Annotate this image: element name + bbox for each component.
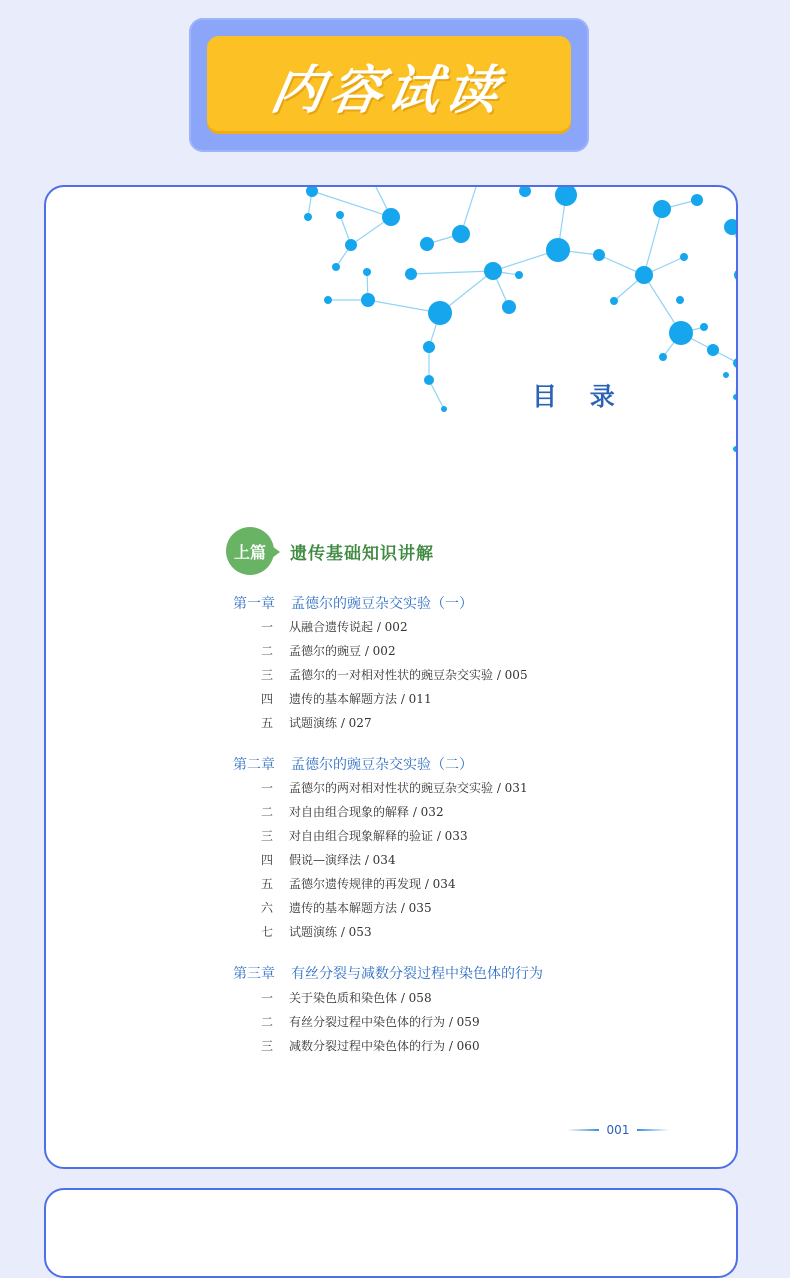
chapter-heading bbox=[233, 593, 473, 613]
chapter-number: 第二章 bbox=[233, 757, 275, 773]
toc-entry bbox=[261, 642, 396, 659]
toc-entry bbox=[261, 779, 528, 796]
entry-number: 五 bbox=[261, 716, 274, 730]
entry-text: 对自由组合现象的解释 / 032 bbox=[289, 805, 444, 819]
entry-number: 七 bbox=[261, 925, 274, 939]
part-title: 遗传基础知识讲解 bbox=[290, 544, 434, 564]
toc-entry bbox=[261, 989, 432, 1006]
entry-text: 试题演练 / 053 bbox=[289, 925, 372, 939]
entry-number: 二 bbox=[261, 1015, 274, 1029]
entry-text: 减数分裂过程中染色体的行为 / 060 bbox=[289, 1039, 480, 1053]
banner-plate bbox=[207, 36, 571, 134]
toc-entry bbox=[261, 714, 372, 731]
entry-number: 二 bbox=[261, 644, 274, 658]
page-number-line-left bbox=[567, 1129, 599, 1131]
entry-number: 四 bbox=[261, 853, 274, 867]
entry-number: 三 bbox=[261, 668, 274, 682]
entry-number: 一 bbox=[261, 781, 274, 795]
toc-entry bbox=[261, 666, 528, 683]
entry-number: 一 bbox=[261, 991, 274, 1005]
entry-text: 遗传的基本解题方法 / 011 bbox=[289, 692, 432, 706]
chapter-heading bbox=[233, 754, 473, 774]
toc-title: 目 录 bbox=[532, 382, 627, 411]
toc-entry bbox=[261, 851, 396, 868]
toc-entry bbox=[261, 827, 468, 844]
entry-number: 一 bbox=[261, 620, 274, 634]
chapter-title: 孟德尔的豌豆杂交实验（一） bbox=[291, 596, 473, 612]
part-badge: 上篇 bbox=[226, 527, 274, 575]
entry-text: 孟德尔遗传规律的再发现 / 034 bbox=[289, 877, 456, 891]
entry-text: 关于染色质和染色体 / 058 bbox=[289, 991, 432, 1005]
entry-text: 遗传的基本解题方法 / 035 bbox=[289, 901, 432, 915]
chapter-number: 第三章 bbox=[233, 966, 275, 982]
page-number-line-right bbox=[637, 1129, 669, 1131]
entry-number: 四 bbox=[261, 692, 274, 706]
banner bbox=[189, 18, 589, 152]
entry-number: 三 bbox=[261, 829, 274, 843]
entry-text: 从融合遗传说起 / 002 bbox=[289, 620, 408, 634]
toc-entry bbox=[261, 1037, 480, 1054]
toc-entry bbox=[261, 618, 408, 635]
molecule-network-icon bbox=[46, 187, 738, 467]
chapter-heading bbox=[233, 963, 543, 983]
page-number bbox=[563, 1122, 673, 1138]
entry-text: 假说—演绎法 / 034 bbox=[289, 853, 396, 867]
part-arrow-icon bbox=[272, 546, 280, 558]
entry-number: 五 bbox=[261, 877, 274, 891]
entry-number: 六 bbox=[261, 901, 274, 915]
entry-text: 试题演练 / 027 bbox=[289, 716, 372, 730]
toc-entry bbox=[261, 803, 444, 820]
toc-entry bbox=[261, 1013, 480, 1030]
toc-entry bbox=[261, 899, 432, 916]
next-book-page bbox=[44, 1188, 738, 1278]
book-page bbox=[44, 185, 738, 1169]
chapter-title: 有丝分裂与减数分裂过程中染色体的行为 bbox=[291, 966, 543, 982]
entry-number: 二 bbox=[261, 805, 274, 819]
entry-text: 有丝分裂过程中染色体的行为 / 059 bbox=[289, 1015, 480, 1029]
entry-text: 对自由组合现象解释的验证 / 033 bbox=[289, 829, 468, 843]
chapter-title: 孟德尔的豌豆杂交实验（二） bbox=[291, 757, 473, 773]
entry-number: 三 bbox=[261, 1039, 274, 1053]
page-number-text: 001 bbox=[606, 1123, 630, 1137]
toc-entry bbox=[261, 690, 432, 707]
entry-text: 孟德尔的两对相对性状的豌豆杂交实验 / 031 bbox=[289, 781, 528, 795]
toc-entry bbox=[261, 875, 456, 892]
entry-text: 孟德尔的一对相对性状的豌豆杂交实验 / 005 bbox=[289, 668, 528, 682]
chapter-number: 第一章 bbox=[233, 596, 275, 612]
entry-text: 孟德尔的豌豆 / 002 bbox=[289, 644, 396, 658]
banner-title: 内容试读 bbox=[266, 60, 510, 121]
toc-entry bbox=[261, 923, 372, 940]
